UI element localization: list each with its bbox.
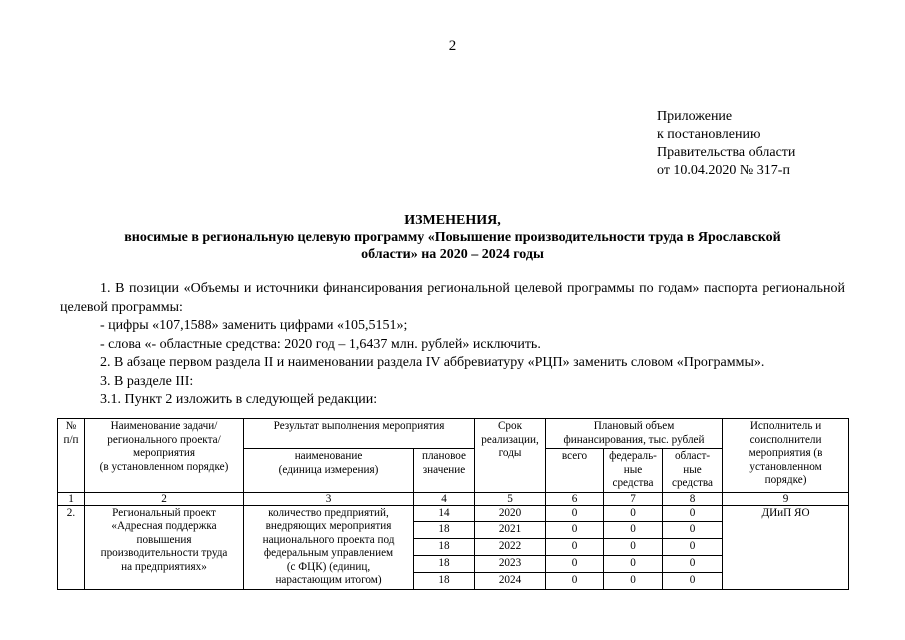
- federal-value: 0: [604, 555, 663, 572]
- header-total: всего: [546, 449, 604, 493]
- program-table: [57, 418, 849, 590]
- year-value: 2021: [475, 522, 546, 539]
- row-executor: ДИиП ЯО: [723, 505, 849, 589]
- column-number: 3: [244, 492, 414, 505]
- paragraph: - цифры «107,1588» заменить цифрами «105,5151»;: [100, 318, 408, 333]
- header-result-name: наименование (единица измерения): [244, 449, 414, 493]
- paragraph: 3.1. Пункт 2 изложить в следующей редакции:: [100, 392, 378, 407]
- federal-value: 0: [604, 539, 663, 556]
- page-number: 2: [448, 38, 457, 54]
- federal-value: 0: [604, 505, 663, 522]
- column-number: 6: [546, 492, 604, 505]
- header-term: Срок реализации, годы: [475, 419, 546, 493]
- column-number-row: [58, 492, 849, 505]
- column-number: 2: [85, 492, 244, 505]
- appendix-line: к постановлению: [657, 127, 761, 142]
- total-value: 0: [546, 572, 604, 589]
- header-num: № п/п: [58, 419, 85, 493]
- header-federal: федераль- ные средства: [604, 449, 663, 493]
- regional-value: 0: [663, 539, 723, 556]
- header-funding: Плановый объем финансирования, тыс. рублей: [546, 419, 723, 449]
- paragraph: 1. В позиции «Объемы и источники финансирования региональной целевой программы по годам» паспорта региональной целевой программы:: [60, 281, 845, 315]
- row-name: Региональный проект «Адресная поддержка повышения производительности труда на предприятиях»: [85, 505, 244, 589]
- column-number: 8: [663, 492, 723, 505]
- plan-value: 18: [414, 539, 475, 556]
- year-value: 2023: [475, 555, 546, 572]
- document-body: [60, 280, 845, 410]
- appendix-line: Правительства области: [657, 145, 796, 160]
- regional-value: 0: [663, 522, 723, 539]
- plan-value: 14: [414, 505, 475, 522]
- paragraph: - слова «- областные средства: 2020 год – 1,6437 млн. рублей» исключить.: [100, 336, 541, 352]
- total-value: 0: [546, 555, 604, 572]
- appendix-line: Приложение: [657, 109, 733, 124]
- header-name: Наименование задачи/ регионального проекта/ мероприятия (в установленном порядке): [85, 419, 244, 493]
- appendix-block: [657, 108, 795, 180]
- table-row: [58, 505, 849, 522]
- title-line: области» на 2020 – 2024 годы: [361, 247, 544, 262]
- year-value: 2020: [475, 505, 546, 522]
- row-num: 2.: [58, 505, 85, 589]
- column-number: 5: [475, 492, 546, 505]
- paragraph: 2. В абзаце первом раздела II и наименовании раздела IV аббревиатуру «РЦП» заменить словом «Программы».: [100, 355, 765, 370]
- header-result-plan: плановое значение: [414, 449, 475, 493]
- total-value: 0: [546, 505, 604, 522]
- total-value: 0: [546, 522, 604, 539]
- header-executor: Исполнитель и соисполнители мероприятия (в установленном порядке): [723, 419, 849, 493]
- row-result-name: количество предприятий, внедряющих мероприятия национального проекта под федеральным управлением (с ФЦК) (единиц, нарастающим итогом): [244, 505, 414, 589]
- column-number: 1: [58, 492, 85, 505]
- column-number: 9: [723, 492, 849, 505]
- federal-value: 0: [604, 572, 663, 589]
- column-number: 4: [414, 492, 475, 505]
- title-line: вносимые в региональную целевую программу «Повышение производительности труда в Ярославской: [124, 230, 781, 245]
- plan-value: 18: [414, 555, 475, 572]
- appendix-line: от 10.04.2020 № 317-п: [657, 163, 790, 178]
- document-title: [60, 212, 845, 263]
- header-result: Результат выполнения мероприятия: [244, 419, 475, 449]
- federal-value: 0: [604, 522, 663, 539]
- table-header-row: [58, 419, 849, 449]
- paragraph: 3. В разделе III:: [100, 373, 194, 389]
- year-value: 2022: [475, 539, 546, 556]
- regional-value: 0: [663, 555, 723, 572]
- header-regional: област- ные средства: [663, 449, 723, 493]
- regional-value: 0: [663, 572, 723, 589]
- column-number: 7: [604, 492, 663, 505]
- year-value: 2024: [475, 572, 546, 589]
- plan-value: 18: [414, 522, 475, 539]
- title-line: ИЗМЕНЕНИЯ,: [404, 213, 501, 228]
- plan-value: 18: [414, 572, 475, 589]
- total-value: 0: [546, 539, 604, 556]
- regional-value: 0: [663, 505, 723, 522]
